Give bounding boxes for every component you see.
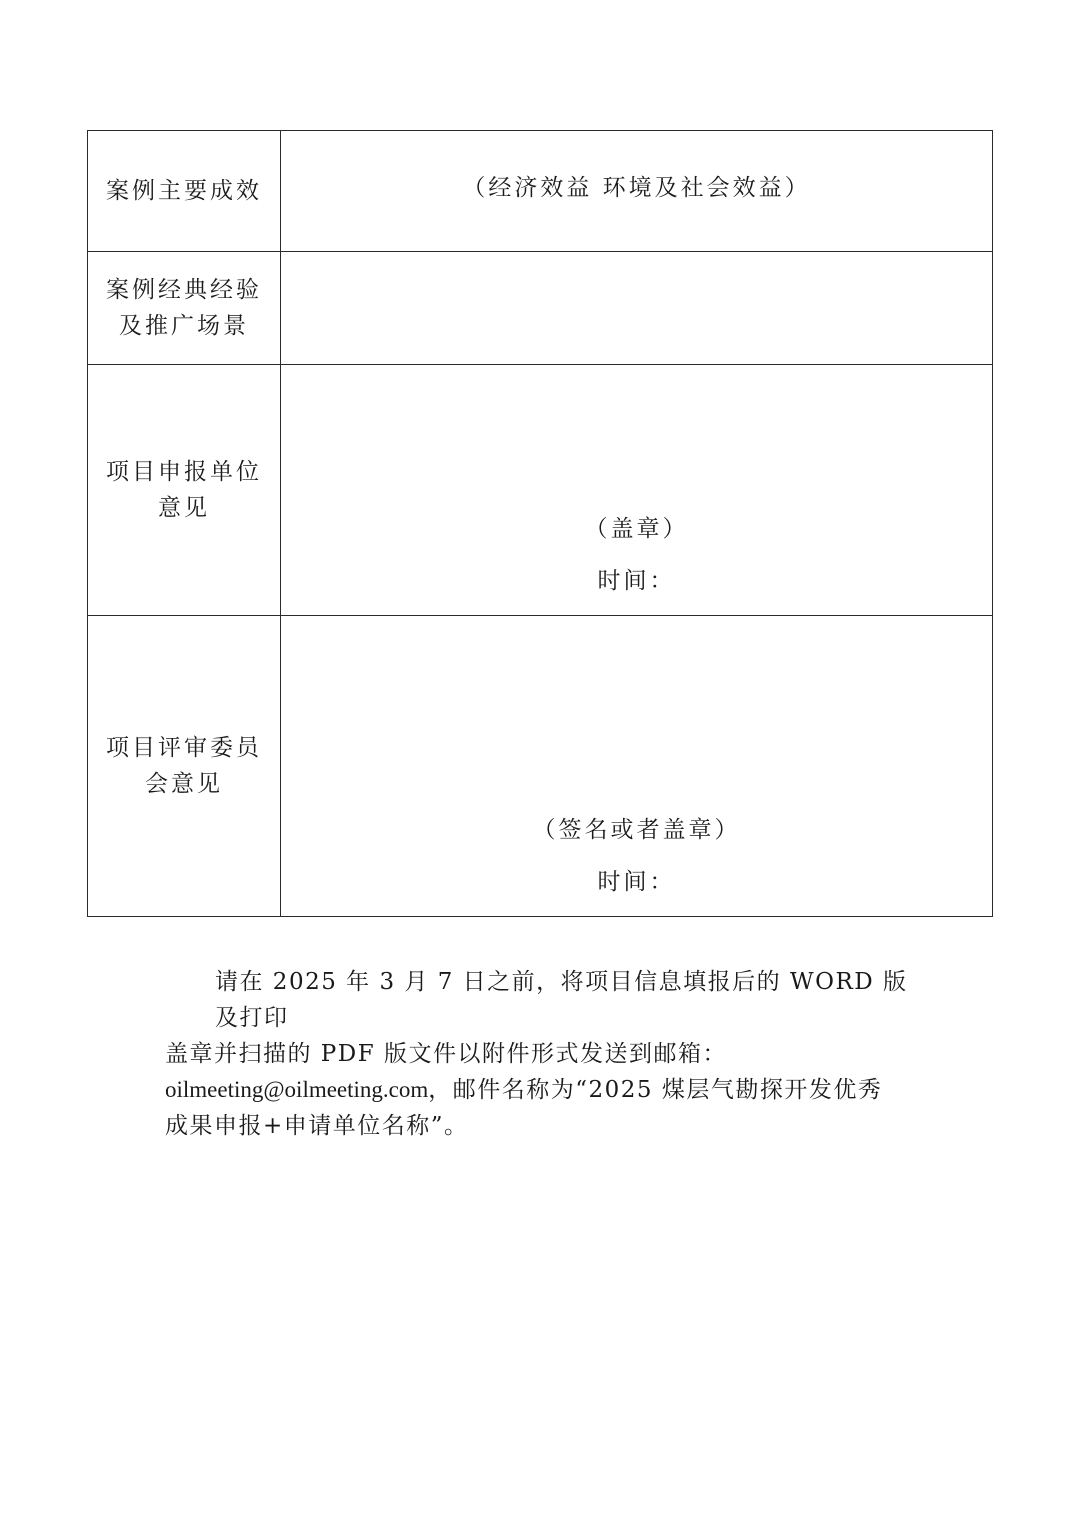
notice-line: 盖章并扫描的 PDF 版文件以附件形式发送到邮箱： bbox=[165, 1041, 727, 1067]
stamp-label: （盖章） bbox=[584, 516, 689, 542]
row-label-line: 案例经典经验 bbox=[106, 277, 262, 303]
committee-stamp-block bbox=[281, 812, 992, 900]
notice-line bbox=[165, 1072, 925, 1108]
table-row-main-results bbox=[88, 131, 993, 252]
row-label-line: 项目申报单位 bbox=[106, 459, 262, 485]
row-label-applicant-opinion bbox=[88, 365, 281, 616]
applicant-stamp-block bbox=[281, 511, 992, 599]
row-label-experience bbox=[88, 252, 281, 365]
table-row-applicant-opinion bbox=[88, 365, 993, 616]
row-label-line: 意见 bbox=[158, 495, 210, 521]
notice-line: 成果申报+申请单位名称”。 bbox=[165, 1113, 469, 1139]
row-label-line: 及推广场景 bbox=[119, 313, 249, 339]
experience-field[interactable] bbox=[281, 252, 993, 365]
time-label: 时间： bbox=[597, 568, 676, 594]
applicant-opinion-field[interactable] bbox=[281, 365, 993, 616]
row-label-line: 案例主要成效 bbox=[106, 178, 262, 204]
contact-email[interactable]: oilmeeting@oilmeeting.com bbox=[165, 1077, 429, 1102]
row-label-line: 项目评审委员 bbox=[106, 735, 262, 761]
submission-notice bbox=[165, 964, 925, 1144]
row-label-main-results bbox=[88, 131, 281, 252]
table-row-committee-opinion bbox=[88, 616, 993, 917]
results-hint-text: （经济效益 环境及社会效益） bbox=[462, 175, 811, 201]
signature-stamp-label: （签名或者盖章） bbox=[532, 817, 741, 843]
committee-opinion-field[interactable] bbox=[281, 616, 993, 917]
application-form-table bbox=[87, 130, 993, 917]
notice-line: 请在 2025 年 3 月 7 日之前，将项目信息填报后的 WORD 版及打印 bbox=[215, 969, 908, 1031]
row-label-line: 会意见 bbox=[145, 771, 223, 797]
main-results-field[interactable] bbox=[281, 131, 993, 252]
time-label: 时间： bbox=[597, 869, 676, 895]
row-label-committee-opinion bbox=[88, 616, 281, 917]
table-row-experience bbox=[88, 252, 993, 365]
notice-line-rest: ，邮件名称为“2025 煤层气勘探开发优秀 bbox=[428, 1077, 883, 1103]
